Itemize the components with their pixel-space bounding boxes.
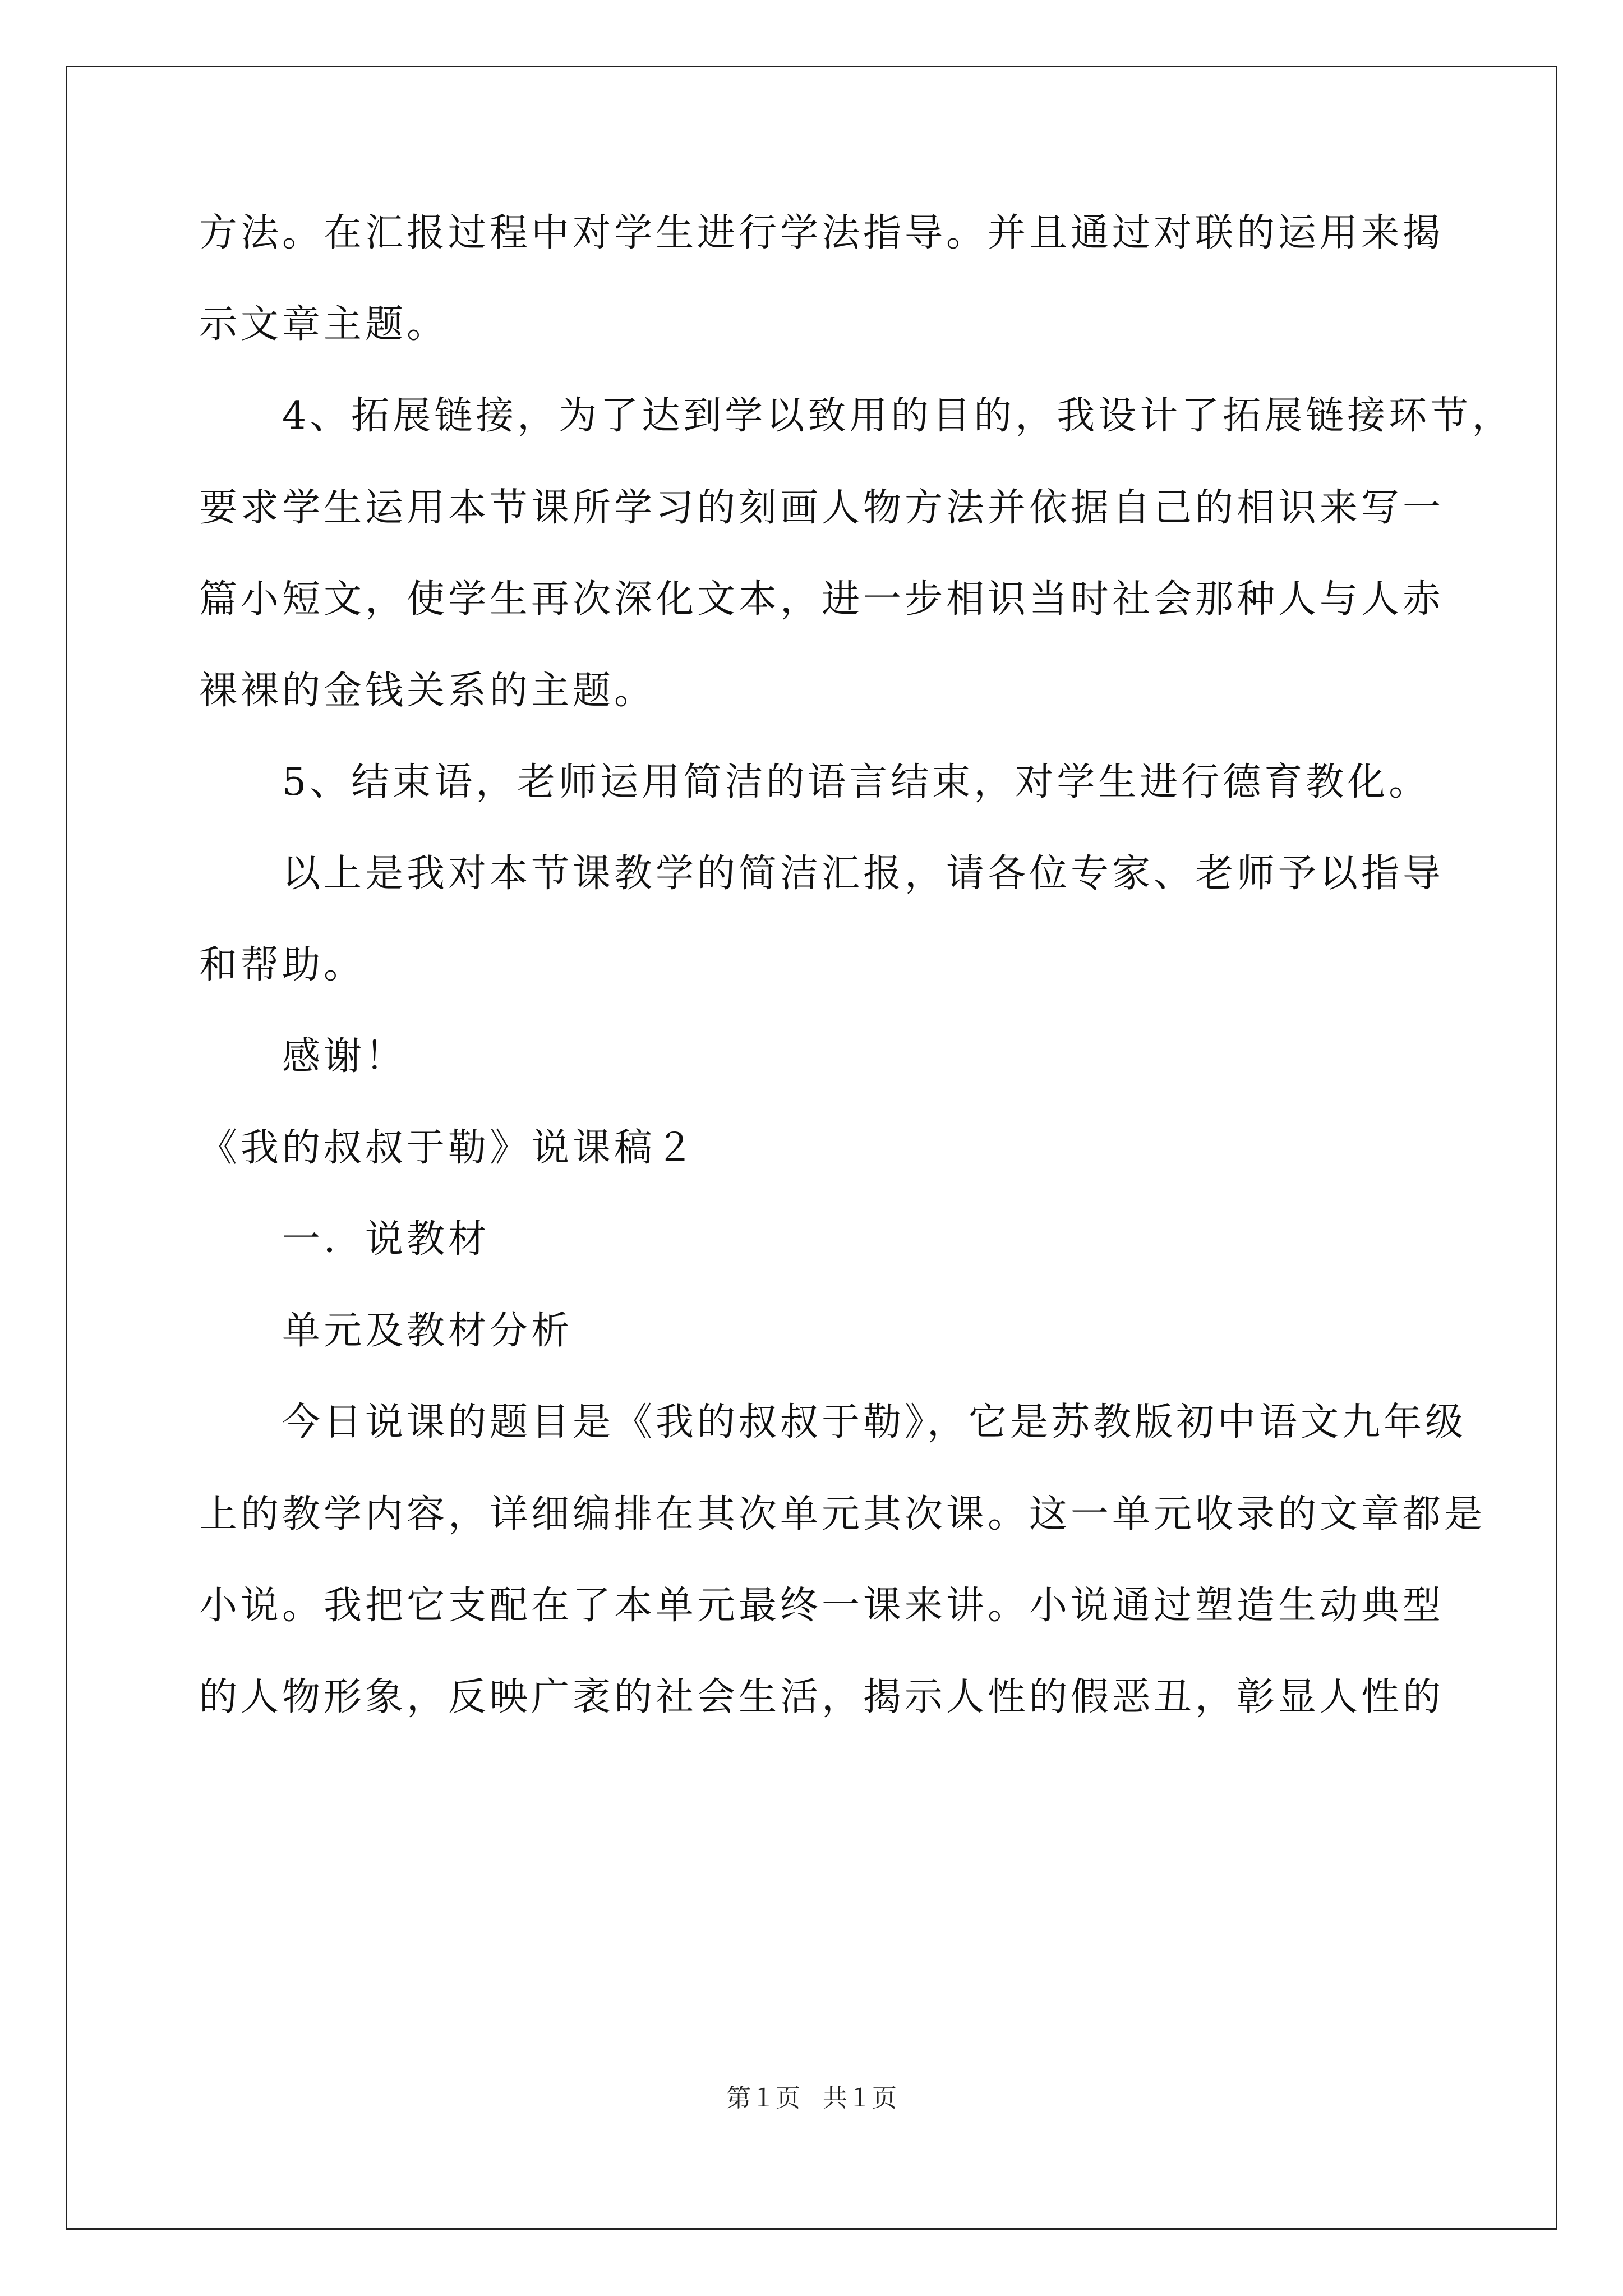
heading-line: 一．说教材 — [282, 1217, 490, 1262]
text-line: 和帮助。 — [199, 943, 366, 987]
page-number: 第１页 — [726, 2084, 800, 2113]
paragraph-4-line: 4、拓展链接，为了达到学以致用的目的，我设计了拓展链接环节， — [282, 394, 1514, 438]
page-total: 共１页 — [823, 2084, 897, 2113]
paragraph-summary-line: 以上是我对本节课教学的简洁汇报，请各位专家、老师予以指导 — [282, 852, 1445, 896]
text-line: 的人物形象，反映广袤的社会生活，揭示人性的假恶丑，彰显人性的 — [199, 1675, 1445, 1719]
page-footer — [0, 2082, 1623, 2115]
section-title: 《我的叔叔于勒》说课稿２ — [199, 1126, 698, 1170]
text-line: 方法。在汇报过程中对学生进行学法指导。并且通过对联的运用来揭 — [199, 211, 1445, 255]
text-line: 裸裸的金钱关系的主题。 — [199, 669, 656, 713]
thanks-line: 感谢！ — [282, 1034, 407, 1079]
paragraph-line: 今日说课的题目是《我的叔叔于勒》，它是苏教版初中语文九年级 — [282, 1400, 1467, 1444]
paragraph-5-line: 5、结束语，老师运用简洁的语言结束，对学生进行德育教化。 — [282, 760, 1431, 804]
text-line: 示文章主题。 — [199, 302, 449, 347]
text-line: 小说。我把它支配在了本单元最终一课来讲。小说通过塑造生动典型 — [199, 1584, 1445, 1628]
text-line: 篇小短文，使学生再次深化文本，进一步相识当时社会那种人与人赤 — [199, 577, 1445, 622]
text-line: 要求学生运用本节课所学习的刻画人物方法并依据自己的相识来写一 — [199, 486, 1445, 530]
text-line: 上的教学内容，详细编排在其次单元其次课。这一单元收录的文章都是 — [199, 1492, 1486, 1536]
subheading-line: 单元及教材分析 — [282, 1309, 573, 1353]
